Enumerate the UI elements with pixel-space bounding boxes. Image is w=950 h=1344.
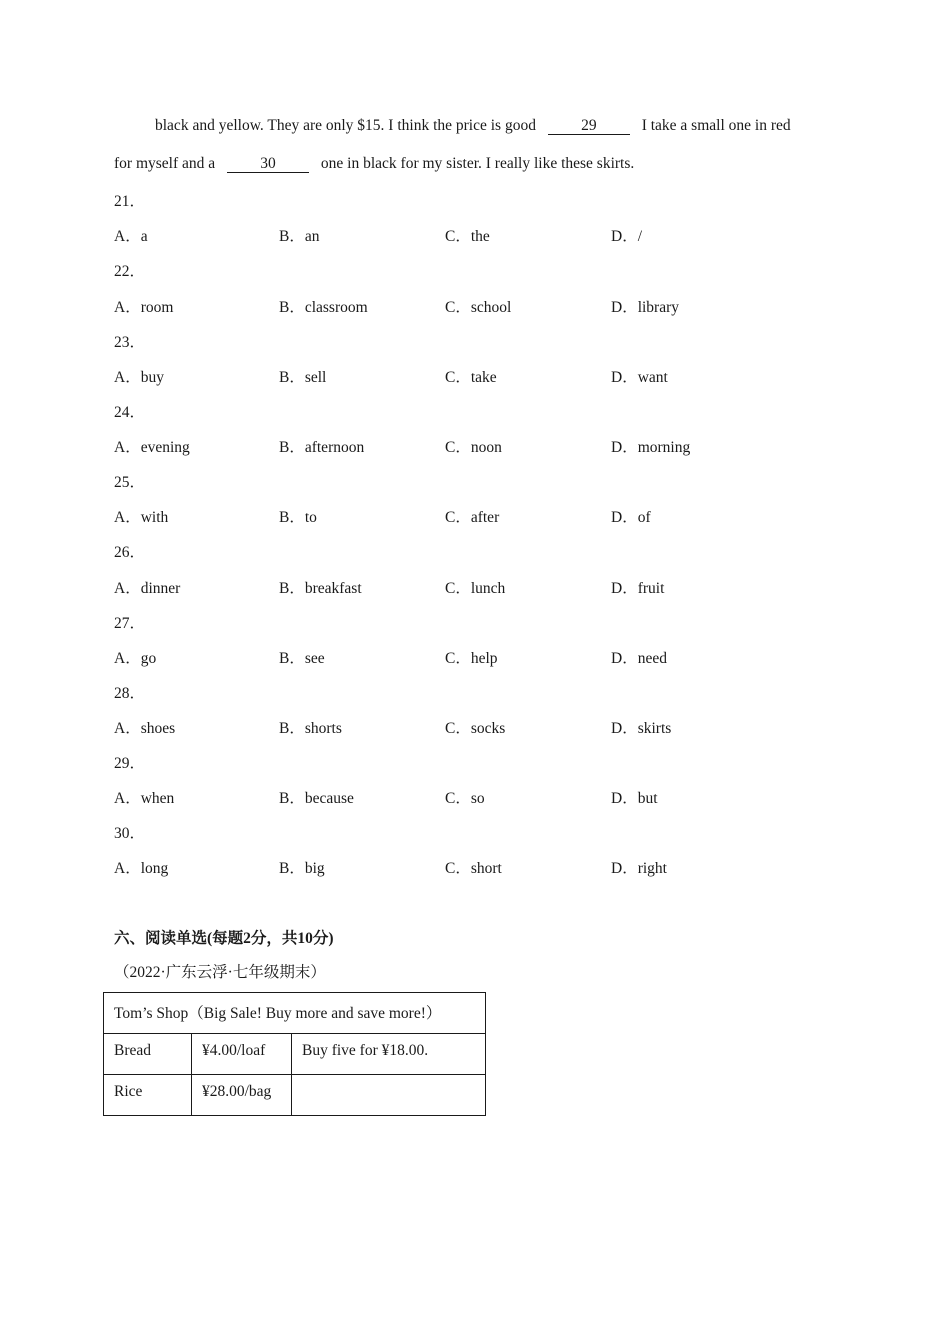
passage-text: for myself and a — [114, 155, 216, 172]
option-a: A．when — [114, 790, 175, 807]
price-cell: ¥28.00/bag — [192, 1075, 292, 1116]
option-d: D．want — [611, 369, 668, 386]
question-number: 22． — [114, 263, 146, 280]
option-c: C．the — [445, 228, 490, 245]
offer-cell: Buy five for ¥18.00. — [292, 1034, 486, 1075]
passage-line-1 — [155, 117, 791, 135]
source-note: （2022·广东云浮·七年级期末） — [114, 964, 326, 981]
question-number: 26． — [114, 544, 146, 561]
option-c: C．take — [445, 369, 497, 386]
option-a: A．evening — [114, 439, 190, 456]
question-number: 21． — [114, 193, 146, 210]
option-b: B．afternoon — [279, 439, 365, 456]
option-a: A．dinner — [114, 580, 181, 597]
option-c: C．so — [445, 790, 485, 807]
question-number: 23． — [114, 334, 146, 351]
option-b: B．see — [279, 650, 325, 667]
option-b: B．shorts — [279, 720, 342, 737]
answer-blank-30 — [227, 156, 309, 173]
option-b: B．big — [279, 860, 325, 877]
option-b: B．classroom — [279, 299, 368, 316]
option-d: D．right — [611, 860, 667, 877]
option-c: C．after — [445, 509, 500, 526]
option-b: B．an — [279, 228, 320, 245]
question-number: 30． — [114, 825, 146, 842]
passage-text: I take a small one in red — [641, 117, 791, 134]
option-c: C．short — [445, 860, 502, 877]
option-c: C．noon — [445, 439, 502, 456]
passage-text: black and yellow. They are only $15. I think the price is good — [155, 117, 536, 134]
blank-number: 30 — [260, 155, 276, 172]
question-number: 29． — [114, 755, 146, 772]
option-d: D．fruit — [611, 580, 665, 597]
option-d: D．skirts — [611, 720, 672, 737]
question-number: 27． — [114, 615, 146, 632]
offer-cell — [292, 1075, 486, 1116]
table-header-row — [104, 993, 486, 1034]
answer-blank-29 — [548, 118, 630, 135]
price-cell: ¥4.00/loaf — [192, 1034, 292, 1075]
option-b: B．breakfast — [279, 580, 362, 597]
table-header-cell: Tom’s Shop（Big Sale! Buy more and save more!） — [104, 993, 486, 1034]
option-a: A．a — [114, 228, 148, 245]
option-c: C．help — [445, 650, 498, 667]
option-a: A．buy — [114, 369, 164, 386]
option-d: D．/ — [611, 228, 643, 245]
table-row — [104, 1034, 486, 1075]
question-number: 28． — [114, 685, 146, 702]
option-c: C．school — [445, 299, 512, 316]
option-c: C．lunch — [445, 580, 506, 597]
blank-number: 29 — [581, 117, 597, 134]
option-d: D．of — [611, 509, 651, 526]
option-a: A．with — [114, 509, 169, 526]
option-d: D．but — [611, 790, 658, 807]
option-a: A．shoes — [114, 720, 176, 737]
option-c: C．socks — [445, 720, 506, 737]
option-b: B．sell — [279, 369, 327, 386]
shop-table — [103, 992, 486, 1116]
passage-text: one in black for my sister. I really like these skirts. — [320, 155, 635, 172]
item-cell: Rice — [104, 1075, 192, 1116]
option-a: A．long — [114, 860, 169, 877]
passage-line-2 — [114, 155, 634, 173]
section-title: 六、阅读单选(每题2分，共10分) — [114, 930, 334, 947]
option-a: A．room — [114, 299, 174, 316]
option-b: B．because — [279, 790, 354, 807]
table-row — [104, 1075, 486, 1116]
option-a: A．go — [114, 650, 157, 667]
item-cell: Bread — [104, 1034, 192, 1075]
option-b: B．to — [279, 509, 317, 526]
question-number: 25． — [114, 474, 146, 491]
option-d: D．morning — [611, 439, 691, 456]
option-d: D．need — [611, 650, 667, 667]
question-number: 24． — [114, 404, 146, 421]
option-d: D．library — [611, 299, 680, 316]
